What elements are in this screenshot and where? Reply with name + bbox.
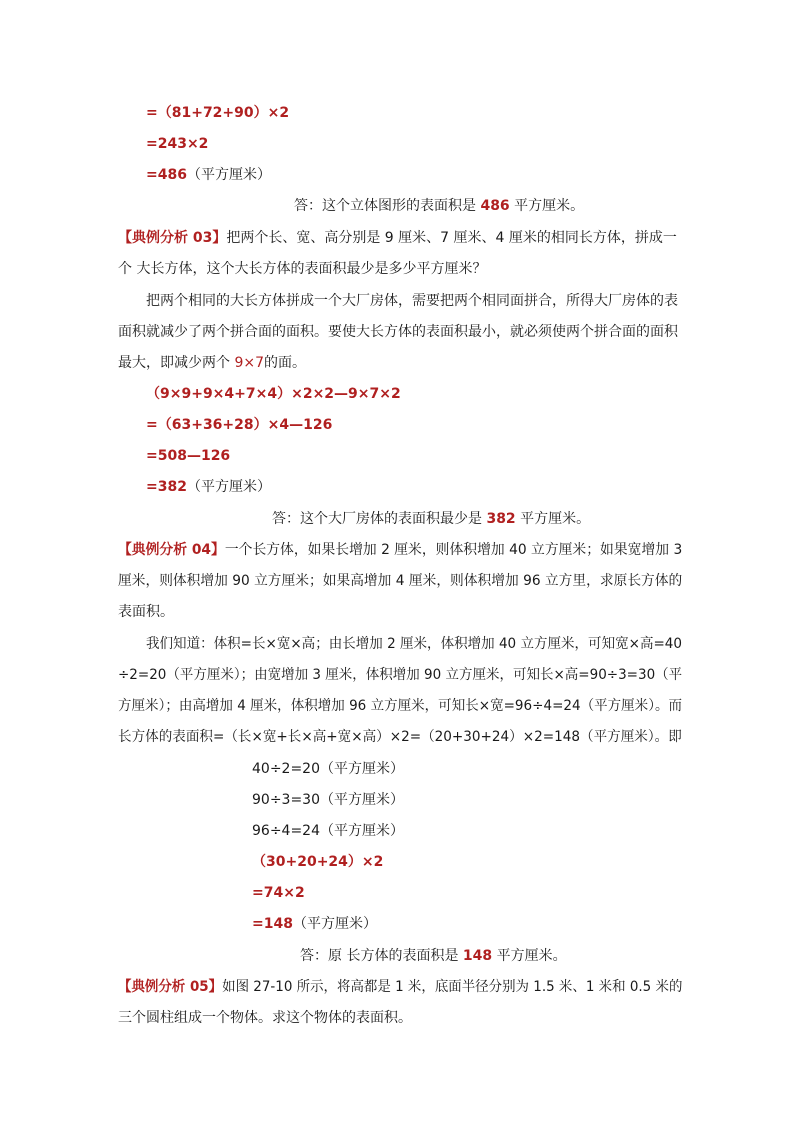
ex03-question-line-1 bbox=[118, 229, 677, 247]
ex04-para-line-1: 我们知道：体积=长×宽×高；由长增加 2 厘米，体积增加 40 立方厘米，可知宽×高=40 bbox=[146, 636, 683, 652]
ex04-answer-post: 平方厘米。 bbox=[492, 948, 567, 964]
ex04-calc-line-1: 40÷2=20（平方厘米） bbox=[252, 761, 404, 777]
ex04-calc-line-4: （30+20+24）×2 bbox=[252, 854, 384, 870]
ex03-p3-num: 9×7 bbox=[234, 355, 264, 371]
ex04-para-line-4: 长方体的表面积=（长×宽+长×高+宽×高）×2=（20+30+24）×2=148（平方厘米）。即 bbox=[118, 729, 682, 745]
ex05-question-line-2: 三个圆柱组成一个物体。求这个物体的表面积。 bbox=[118, 1010, 412, 1026]
ex03-para-line-1: 把两个相同的大长方体拼成一个大厂房体，需要把两个相同面拼合，所得大厂房体的表 bbox=[146, 293, 678, 309]
ex03-para-line-2: 面积就减少了两个拼合面的面积。要使大长方体的表面积最小，就必须使两个拼合面的面积 bbox=[118, 324, 678, 340]
ex02-answer bbox=[294, 197, 584, 215]
ex03-calc-line-2: =（63+36+28）×4—126 bbox=[146, 417, 333, 433]
ex03-calc-line-1: （9×9+9×4+7×4）×2×2—9×7×2 bbox=[146, 386, 401, 402]
ex02-calc3-num: =486 bbox=[146, 167, 187, 183]
ex02-calc-line-2: =243×2 bbox=[146, 136, 209, 152]
ex04-calc-line-6 bbox=[252, 915, 377, 933]
ex03-p3-post: 的面。 bbox=[264, 355, 306, 371]
ex03-answer bbox=[272, 510, 590, 528]
ex04-answer-num: 148 bbox=[462, 948, 493, 964]
ex03-answer-pre: 答：这个大厂房体的表面积最少是 bbox=[272, 511, 487, 527]
ex02-calc-line-3 bbox=[146, 166, 271, 184]
ex04-question-line-3: 表面积。 bbox=[118, 604, 174, 620]
ex03-calc4-num: =382 bbox=[146, 479, 187, 495]
ex02-answer-pre: 答：这个立体图形的表面积是 bbox=[294, 198, 481, 214]
ex02-calc-line-1: =（81+72+90）×2 bbox=[146, 105, 290, 121]
ex04-question-line-1 bbox=[118, 541, 682, 559]
ex04-c6-num: =148 bbox=[252, 916, 293, 932]
ex02-answer-num: 486 bbox=[480, 198, 510, 214]
ex02-answer-post: 平方厘米。 bbox=[509, 198, 585, 214]
ex03-calc-line-4 bbox=[146, 478, 271, 496]
ex04-c6-unit: （平方厘米） bbox=[292, 916, 377, 932]
ex03-question-line-2: 个 大长方体，这个大长方体的表面积最少是多少平方厘米？ bbox=[118, 261, 487, 277]
ex04-calc-line-2: 90÷3=30（平方厘米） bbox=[252, 792, 404, 808]
ex03-tag: 【典例分析 03】 bbox=[118, 230, 227, 246]
ex04-answer-pre: 答：原 长方体的表面积是 bbox=[300, 948, 463, 964]
ex05-q1: 如图 27-10 所示，将高都是 1 米，底面半径分别为 1.5 米、1 米和 0.5 米的 bbox=[222, 979, 683, 995]
ex04-tag: 【典例分析 04】 bbox=[118, 542, 225, 558]
ex03-q1: 把两个长、宽、高分别是 9 厘米、7 厘米、4 厘米的相同长方体，拼成一 bbox=[226, 230, 677, 246]
ex03-answer-num: 382 bbox=[486, 511, 516, 527]
ex04-q1: 一个长方体，如果长增加 2 厘米，则体积增加 40 立方厘米；如果宽增加 3 bbox=[224, 542, 683, 558]
ex02-calc3-unit: （平方厘米） bbox=[186, 167, 271, 183]
ex03-para-line-3 bbox=[118, 354, 306, 372]
ex04-calc-line-5: =74×2 bbox=[252, 885, 305, 901]
ex03-p3-pre: 最大，即减少两个 bbox=[118, 355, 235, 371]
ex03-answer-post: 平方厘米。 bbox=[515, 511, 591, 527]
ex03-calc4-unit: （平方厘米） bbox=[186, 479, 271, 495]
ex03-calc-line-3: =508—126 bbox=[146, 448, 231, 464]
ex05-tag: 【典例分析 05】 bbox=[118, 979, 223, 995]
ex04-answer bbox=[300, 947, 567, 965]
ex05-question-line-1 bbox=[118, 978, 682, 996]
ex04-para-line-2: ÷2=20（平方厘米）；由宽增加 3 厘米，体积增加 90 立方厘米，可知长×高=90÷3=30（平 bbox=[118, 667, 683, 683]
ex04-para-line-3: 方厘米）；由高增加 4 厘米，体积增加 96 立方厘米，可知长×宽=96÷4=24（平方厘米）。而 bbox=[118, 698, 683, 714]
ex04-question-line-2: 厘米，则体积增加 90 立方厘米；如果高增加 4 厘米，则体积增加 96 立方里，求原长方体的 bbox=[118, 573, 683, 589]
ex04-calc-line-3: 96÷4=24（平方厘米） bbox=[252, 823, 404, 839]
